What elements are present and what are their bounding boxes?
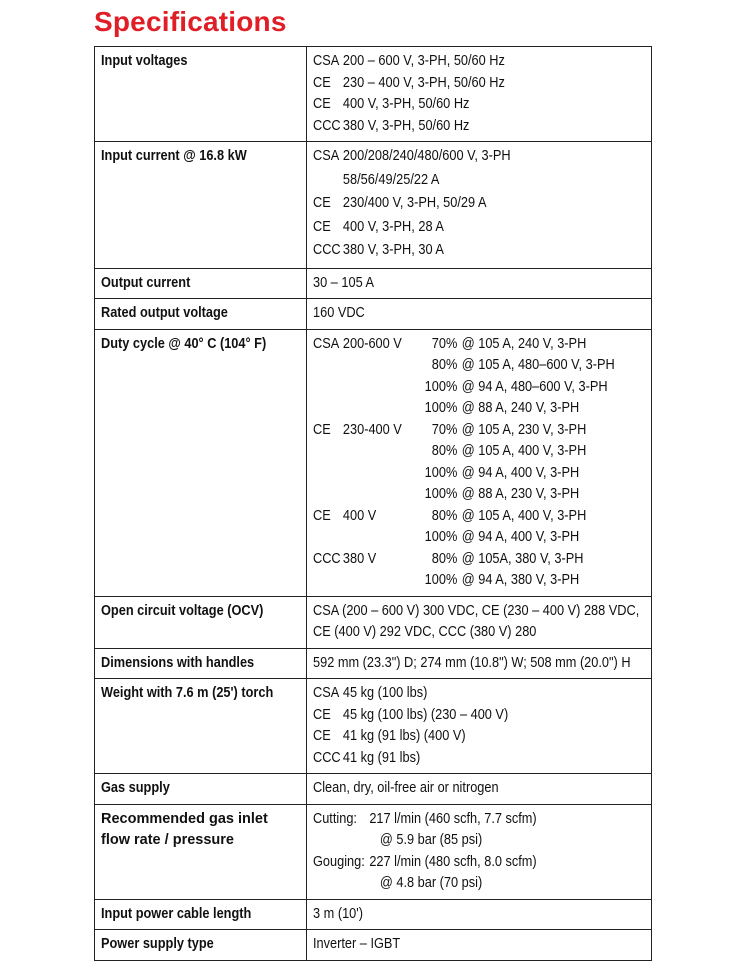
spec-row [95,142,652,269]
spec-value-line [313,334,645,356]
spec-line-inner [313,240,444,262]
spec-label [95,329,307,596]
spec-value-line [313,852,645,874]
spec-value [307,142,652,269]
standard-value: 380 V, 3-PH, 50/60 Hz [342,117,470,134]
gas-mode: Gouging: [313,853,365,870]
standard-value: 45 kg (100 lbs) [342,685,428,701]
spec-value-line [313,51,645,73]
spec-row [95,596,652,648]
spec-value-line [313,116,645,138]
spec-row [95,299,652,330]
standard-value: 400 V, 3-PH, 28 A [342,218,444,235]
spec-label [95,899,307,930]
duty-line-inner [313,334,586,356]
spec-value-line [313,726,645,748]
spec-line-inner [313,683,427,705]
spec-label [95,679,307,774]
spec-value-text: Inverter – IGBT [313,936,401,952]
spec-value-line [313,873,645,895]
spec-line-inner [313,51,505,73]
standard-value: 230/400 V, 3-PH, 50/29 A [342,195,487,211]
standard-code: CE [313,74,331,91]
standard-code: CCC [313,242,341,258]
spec-value-line [313,622,645,644]
duty-condition: @ 88 A, 240 V, 3-PH [461,400,580,416]
duty-percent: 100% [424,378,458,395]
duty-percent: 70% [431,335,458,352]
spec-value [307,329,652,596]
standard-value: 41 kg (91 lbs) (400 V) [342,728,466,744]
spec-value-line [313,527,645,549]
gas-value: 217 l/min (460 scfh, 7.7 scfm) [369,810,537,827]
spec-row [95,899,652,930]
gas-line-inner [313,873,482,895]
gas-line-inner [313,852,537,874]
duty-condition: @ 105 A, 240 V, 3-PH [461,335,587,352]
duty-percent: 100% [424,400,458,416]
spec-value-line [313,217,645,241]
standard-code: CCC [313,749,341,766]
duty-line-inner [313,420,586,442]
specifications-table [94,46,652,961]
spec-label [95,648,307,679]
spec-row [95,774,652,805]
spec-value [307,47,652,142]
spec-value-line [313,355,645,377]
spec-line-inner [313,726,466,748]
spec-line-inner [313,170,439,192]
spec-value-line [313,830,645,852]
spec-label [95,930,307,961]
spec-row [95,679,652,774]
spec-value-text: Clean, dry, oil-free air or nitrogen [313,780,499,796]
spec-label-text: Input voltages [101,53,188,69]
spec-label-text: Gas supply [101,780,170,796]
voltage-range: 200-600 V [342,335,402,352]
duty-line-inner [313,377,608,399]
duty-line-inner [313,398,579,420]
spec-value [307,774,652,805]
spec-label [95,268,307,299]
gas-value: @ 4.8 bar (70 psi) [379,875,483,891]
spec-value-line [313,748,645,770]
spec-value-line [313,570,645,592]
standard-code: CE [313,195,331,211]
standard-code: CCC [313,117,341,134]
spec-value-line [313,484,645,506]
gas-mode: Cutting: [313,810,357,827]
spec-label [95,299,307,330]
spec-label-text: Duty cycle @ 40° C (104° F) [101,335,267,352]
standard-code: CSA [313,685,340,701]
duty-line-inner [313,441,586,463]
spec-label [95,804,307,899]
spec-row [95,804,652,899]
spec-line-inner [313,94,469,116]
spec-label-text: Weight with 7.6 m (25') torch [101,685,274,701]
standard-value: 230 – 400 V, 3-PH, 50/60 Hz [342,74,505,91]
spec-value-line [313,420,645,442]
standard-code: CCC [313,550,341,567]
spec-label [95,596,307,648]
gas-value: @ 5.9 bar (85 psi) [379,832,483,848]
standard-value: 41 kg (91 lbs) [342,749,421,766]
duty-percent: 80% [431,357,458,373]
spec-value [307,899,652,930]
spec-value-line [313,549,645,571]
spec-value-line [313,193,645,217]
spec-value-text: 592 mm (23.3") D; 274 mm (10.8") W; 508 mm (20.0") H [313,654,631,671]
duty-condition: @ 105 A, 400 V, 3-PH [461,507,587,524]
duty-line-inner [313,484,579,506]
spec-line-inner: CSA (200 – 600 V) 300 VDC, CE (230 – 400 V) 288 VDC, [313,602,640,619]
spec-value-line [313,809,645,831]
duty-condition: @ 105 A, 400 V, 3-PH [461,443,587,459]
spec-value-text: 160 VDC [313,305,365,321]
standard-value: 58/56/49/25/22 A [342,171,440,188]
standard-value: 45 kg (100 lbs) (230 – 400 V) [342,706,509,723]
spec-row [95,329,652,596]
spec-value [307,930,652,961]
duty-condition: @ 88 A, 230 V, 3-PH [461,486,580,502]
spec-value-line [313,170,645,194]
spec-value-line [313,377,645,399]
duty-line-inner [313,570,579,592]
duty-line-inner [313,527,579,549]
spec-row [95,47,652,142]
spec-value-line [313,441,645,463]
spec-line-inner [313,748,420,770]
spec-label-line: Recommended gas inlet [101,810,268,827]
standard-value: 380 V, 3-PH, 30 A [342,242,444,258]
spec-label [95,774,307,805]
spec-label [95,47,307,142]
spec-line-inner [313,116,469,138]
spec-line-inner [313,73,505,95]
gas-line-inner [313,830,482,852]
duty-percent: 100% [424,486,458,502]
spec-value-line [313,73,645,95]
spec-value-line [313,463,645,485]
standard-value: 200 – 600 V, 3-PH, 50/60 Hz [342,53,505,69]
duty-line-inner [313,463,579,485]
standard-code: CSA [313,335,340,352]
spec-line-inner: CE (400 V) 292 VDC, CCC (380 V) 280 [313,624,537,640]
standard-code: CE [313,507,331,524]
spec-value [307,268,652,299]
spec-label-line: flow rate / pressure [101,832,234,848]
duty-condition: @ 105 A, 480–600 V, 3-PH [461,357,615,373]
spec-line-inner [313,146,511,168]
standard-code: CE [313,421,331,438]
standard-code: CE [313,706,331,723]
voltage-range: 400 V [342,507,377,524]
duty-condition: @ 94 A, 380 V, 3-PH [461,572,580,588]
spec-line-inner [313,217,444,239]
duty-line-inner [313,549,583,571]
duty-percent: 100% [424,572,458,588]
spec-value [307,648,652,679]
duty-line-inner [313,506,586,528]
spec-value-line [313,705,645,727]
duty-percent: 70% [431,421,458,438]
spec-value [307,679,652,774]
spec-value [307,804,652,899]
duty-condition: @ 94 A, 400 V, 3-PH [461,529,580,545]
spec-line-inner [313,193,486,215]
spec-row [95,268,652,299]
duty-percent: 80% [431,443,458,459]
voltage-range: 380 V [342,550,377,567]
standard-code: CE [313,728,331,744]
spec-label-text: Input power cable length [101,905,252,922]
duty-condition: @ 105A, 380 V, 3-PH [461,550,584,567]
standard-code: CSA [313,53,340,69]
spec-value-line [313,94,645,116]
spec-line-inner [313,705,508,727]
duty-condition: @ 94 A, 400 V, 3-PH [461,464,580,481]
duty-condition: @ 105 A, 230 V, 3-PH [461,421,587,438]
spec-label-text: Power supply type [101,936,214,952]
voltage-range: 230-400 V [342,421,402,438]
spec-row [95,648,652,679]
spec-value-line [313,683,645,705]
spec-value-text: 3 m (10') [313,905,363,922]
standard-value: 200/208/240/480/600 V, 3-PH [342,148,511,164]
spec-value [307,299,652,330]
duty-percent: 80% [431,507,458,524]
spec-value-line [313,601,645,623]
spec-label-text: Input current @ 16.8 kW [101,148,247,164]
spec-label-text: Output current [101,274,191,291]
duty-line-inner [313,355,615,377]
spec-label-text: Dimensions with handles [101,654,255,671]
gas-line-inner [313,809,537,831]
spec-row [95,930,652,961]
standard-code: CE [313,96,331,112]
spec-value-text: 30 – 105 A [313,274,375,291]
duty-percent: 100% [424,464,458,481]
duty-percent: 100% [424,529,458,545]
spec-label-text: Open circuit voltage (OCV) [101,602,264,619]
standard-code: CE [313,218,331,235]
page-title: Specifications [94,6,287,37]
standard-value: 400 V, 3-PH, 50/60 Hz [342,96,470,112]
spec-value [307,596,652,648]
spec-value-line [313,146,645,170]
spec-value-line [313,240,645,264]
spec-value-line [313,506,645,528]
duty-percent: 80% [431,550,458,567]
spec-value-line [313,398,645,420]
standard-code: CSA [313,148,340,164]
spec-label-text: Rated output voltage [101,305,228,321]
gas-value: 227 l/min (480 scfh, 8.0 scfm) [369,853,537,870]
duty-condition: @ 94 A, 480–600 V, 3-PH [461,378,608,395]
spec-label [95,142,307,269]
